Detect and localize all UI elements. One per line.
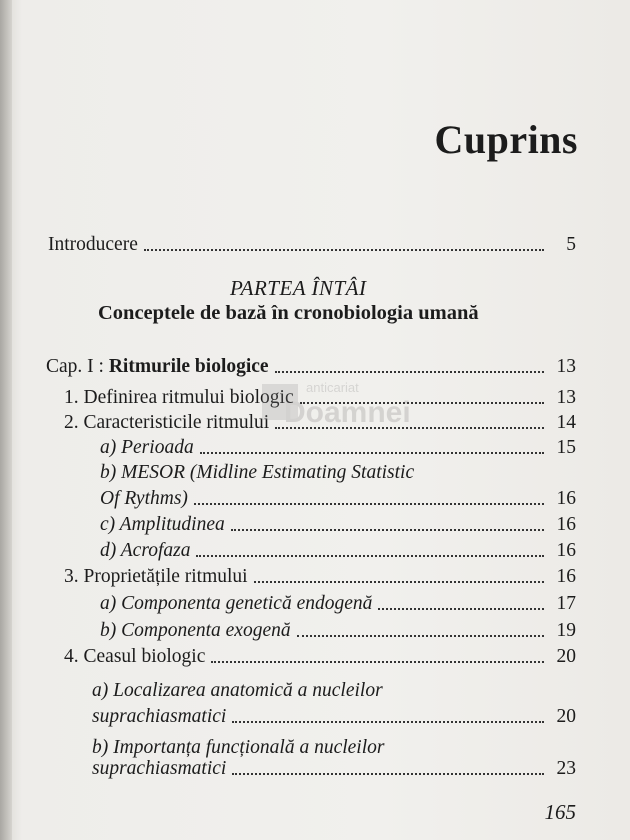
dot-leader xyxy=(232,773,544,775)
dot-leader xyxy=(200,452,544,454)
toc-page: 23 xyxy=(556,758,576,779)
toc-page: 17 xyxy=(556,593,576,614)
toc-entry xyxy=(100,437,576,459)
dot-leader xyxy=(275,371,544,373)
toc-page: 20 xyxy=(556,646,576,667)
toc-entry-wrapped-line: b) Importanța funcțională a nucleilor xyxy=(92,737,385,758)
toc-entry xyxy=(64,646,576,668)
toc-label: suprachiasmatici xyxy=(92,706,227,727)
chapter-title: Ritmurile biologice xyxy=(108,356,269,377)
toc-page: 19 xyxy=(556,620,576,641)
toc-label: 4. Ceasul biologic xyxy=(64,646,206,667)
toc-page: 13 xyxy=(556,356,576,377)
dot-leader xyxy=(300,402,544,404)
dot-leader xyxy=(144,249,544,251)
dot-leader xyxy=(231,529,544,531)
toc-entry xyxy=(64,566,576,588)
toc-page: 16 xyxy=(556,514,576,535)
toc-label: Introducere xyxy=(48,234,138,255)
toc-entry xyxy=(100,593,576,615)
toc-page: 16 xyxy=(556,566,576,587)
page-title: Cuprins xyxy=(434,117,578,162)
toc-entry xyxy=(64,387,576,409)
toc-label: suprachiasmatici xyxy=(92,758,227,779)
chapter-prefix: Cap. I : xyxy=(46,356,109,377)
toc-page: 5 xyxy=(566,234,576,255)
watermark-small-text: anticariat xyxy=(306,380,359,395)
toc-entry xyxy=(100,514,576,536)
page-number: 165 xyxy=(544,800,576,824)
toc-label: a) Perioada xyxy=(100,437,194,458)
dot-leader xyxy=(254,581,544,583)
toc-label: b) Componenta exogenă xyxy=(100,620,291,641)
toc-entry xyxy=(100,488,576,510)
toc-entry-introducere xyxy=(48,234,576,256)
dot-leader xyxy=(194,503,544,505)
toc-page: 14 xyxy=(556,412,576,433)
toc-label: a) Componenta genetică endogenă xyxy=(100,593,373,614)
toc-entry xyxy=(92,706,576,728)
toc-page: 15 xyxy=(556,437,576,458)
dot-leader xyxy=(196,555,544,557)
part-subtitle: Conceptele de bază în cronobiologia umană xyxy=(98,302,479,324)
toc-entry xyxy=(92,758,576,780)
toc-entry xyxy=(64,412,576,434)
dot-leader xyxy=(297,635,544,637)
toc-chapter-1 xyxy=(46,356,576,378)
toc-label xyxy=(46,356,269,378)
toc-entry xyxy=(100,540,576,562)
book-gutter-shadow xyxy=(0,0,12,840)
toc-page: 20 xyxy=(556,706,576,727)
toc-label: d) Acrofaza xyxy=(100,540,191,561)
dot-leader xyxy=(275,427,544,429)
toc-label: Of Rythms) xyxy=(100,488,188,509)
part-heading: PARTEA ÎNTÂI xyxy=(230,276,367,300)
dot-leader xyxy=(211,661,544,663)
dot-leader xyxy=(232,721,544,723)
toc-entry-wrapped-line: b) MESOR (Midline Estimating Statistic xyxy=(100,462,415,483)
toc-entry-wrapped-line: a) Localizarea anatomică a nucleilor xyxy=(92,680,383,701)
toc-page: 13 xyxy=(556,387,576,408)
toc-label: 3. Proprietățile ritmului xyxy=(64,566,248,587)
dot-leader xyxy=(378,608,544,610)
toc-entry xyxy=(100,620,576,642)
toc-label: 2. Caracteristicile ritmului xyxy=(64,412,270,433)
toc-label: c) Amplitudinea xyxy=(100,514,225,535)
toc-label: 1. Definirea ritmului biologic xyxy=(64,387,294,408)
toc-page: 16 xyxy=(556,488,576,509)
watermark-large-text: Doamnei xyxy=(284,396,411,429)
toc-page: 16 xyxy=(556,540,576,561)
